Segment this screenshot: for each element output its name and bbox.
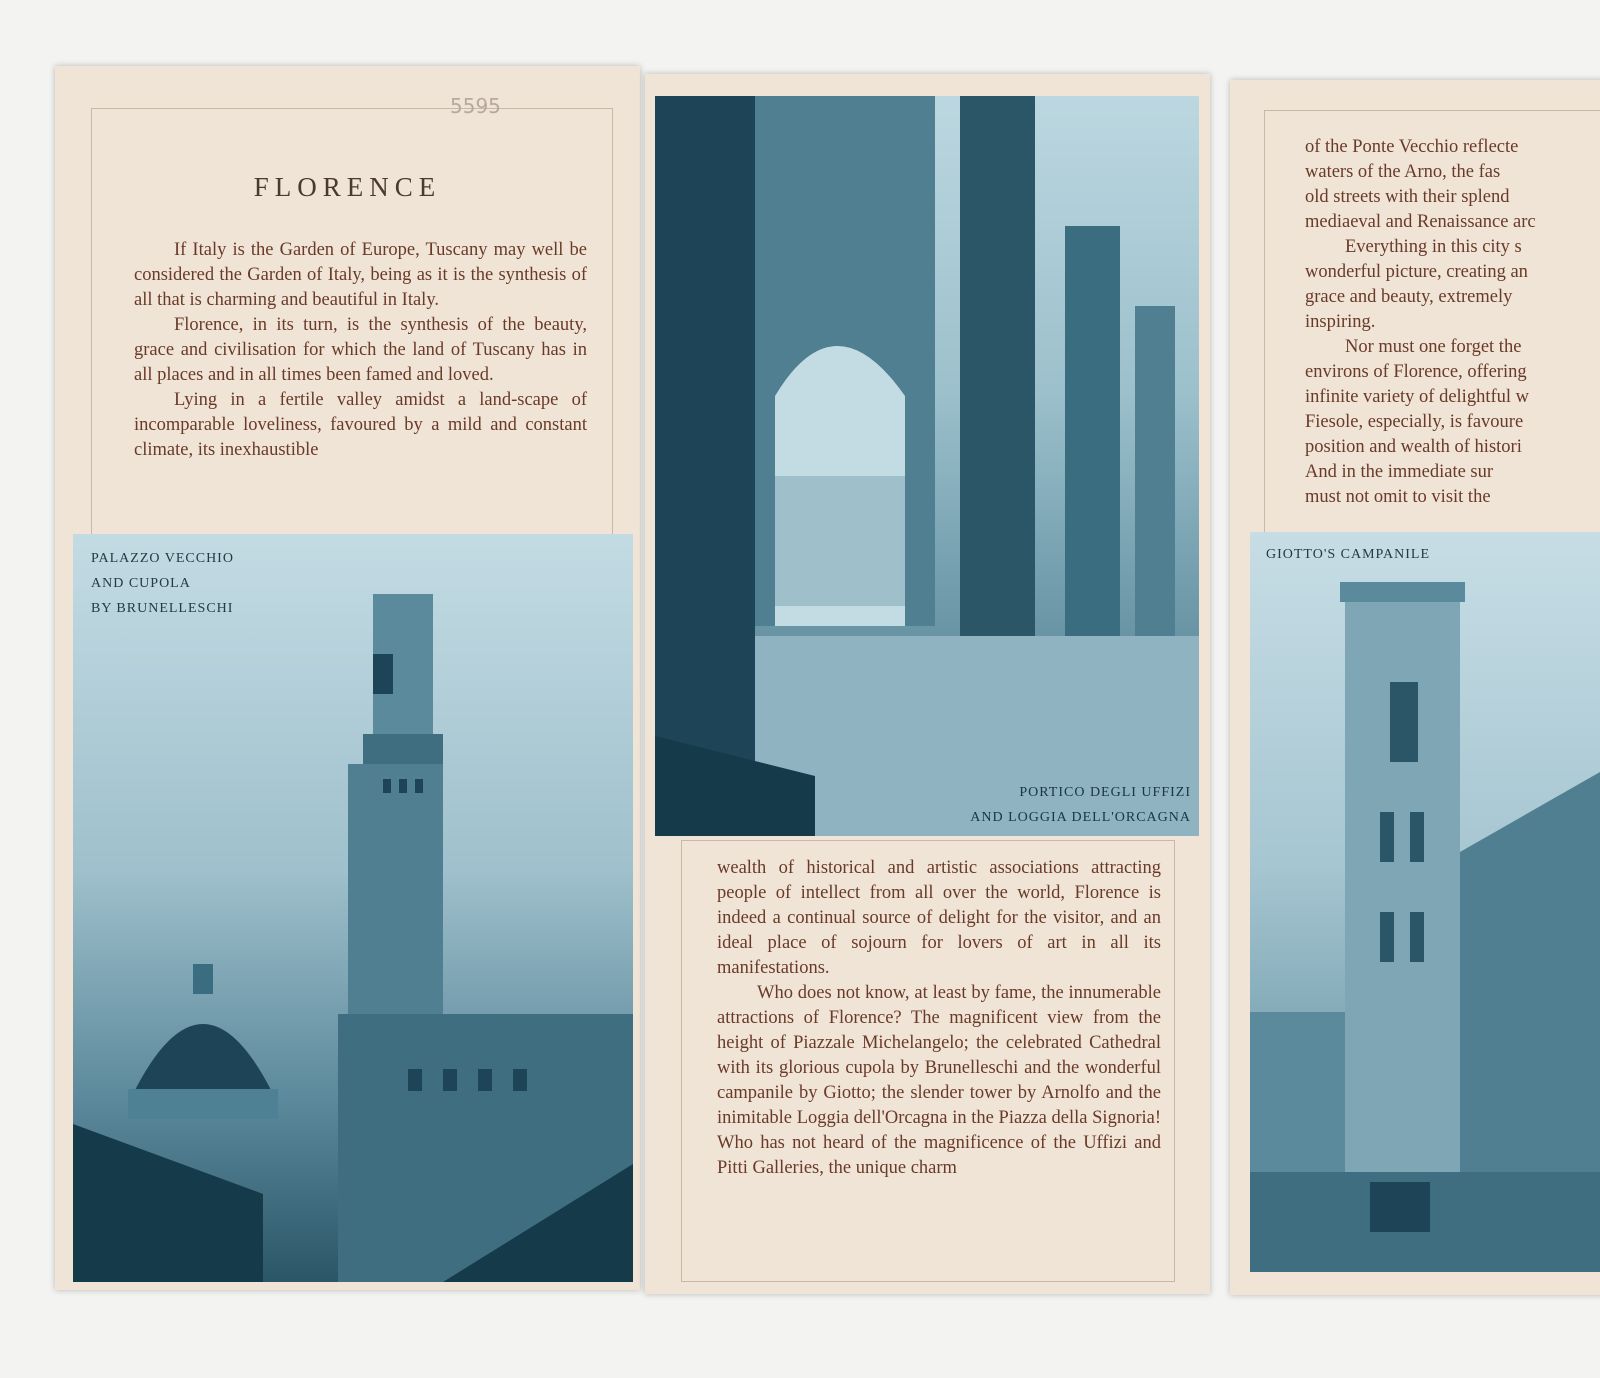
- paragraph: Who does not know, at least by fame, the innumerable attractions of Florence? The magnificent view from the height of Piazzale Michelangelo; the celebrated Cathedral with its glorious cupola by Brunelleschi and the wonderful campanile by Giotto; the slender tower by Arnolfo and the inimitable Loggia dell'Orcagna in the Piazza della Signoria! Who has not heard of the magnificence of the Uffizi and Pitti Galleries, the unique charm: [717, 983, 1161, 1178]
- text-line: grace and beauty, extremely: [1305, 287, 1513, 307]
- text-line: infinite variety of delightful w: [1305, 387, 1529, 407]
- palazzo-vecchio-illustration: [73, 534, 633, 1282]
- text-line: of the Ponte Vecchio reflecte: [1305, 137, 1519, 157]
- page-title: FLORENCE: [253, 172, 442, 202]
- middle-body-text: [717, 856, 1161, 1181]
- pencil-mark: 5595: [450, 94, 501, 118]
- text-line: position and wealth of histori: [1305, 437, 1522, 457]
- text-line: And in the immediate sur: [1305, 462, 1494, 482]
- text-line: inspiring.: [1305, 312, 1376, 332]
- giotto-campanile-photo: [1250, 532, 1600, 1272]
- text-line: Nor must one forget the: [1345, 337, 1522, 357]
- left-body-text: [134, 238, 587, 463]
- text-line: Fiesole, especially, is favoure: [1305, 412, 1524, 432]
- text-line: mediaeval and Renaissance arc: [1305, 212, 1536, 232]
- right-panel: [1230, 80, 1600, 1295]
- giotto-campanile-illustration: [1250, 532, 1600, 1272]
- text-line: environs of Florence, offering: [1305, 362, 1527, 382]
- uffizi-portico-illustration: [655, 96, 1199, 836]
- middle-panel: [645, 74, 1210, 1294]
- palazzo-vecchio-photo: [73, 534, 633, 1282]
- photo-caption: PALAZZO VECCHIO AND CUPOLA BY BRUNELLESCHI: [91, 551, 234, 616]
- text-line: waters of the Arno, the fas: [1305, 162, 1501, 182]
- right-body-text: [1305, 135, 1600, 510]
- text-line: Everything in this city s: [1345, 237, 1522, 257]
- uffizi-portico-photo: [655, 96, 1199, 836]
- paragraph: Lying in a fertile valley amidst a land-scape of incomparable loveliness, favoured by a mild and constant climate, its inexhaustible: [134, 390, 587, 460]
- left-panel: [55, 66, 640, 1290]
- paragraph: Florence, in its turn, is the synthesis of the beauty, grace and civilisation for which the land of Tuscany has in all places and in all times been famed and loved.: [134, 315, 587, 385]
- text-line: must not omit to visit the: [1305, 487, 1491, 507]
- paragraph: wealth of historical and artistic associations attracting people of intellect from all over the world, Florence is indeed a continual source of delight for the visitor, and an ideal place of sojourn for lovers of art in all its manifestations.: [717, 858, 1161, 978]
- text-line: old streets with their splend: [1305, 187, 1510, 207]
- photo-caption: GIOTTO'S CAMPANILE: [1266, 547, 1431, 562]
- paragraph: If Italy is the Garden of Europe, Tuscany may well be considered the Garden of Italy, being as it is the synthesis of all that is charming and beautiful in Italy.: [134, 240, 587, 310]
- photo-caption: PORTICO DEGLI UFFIZI AND LOGGIA DELL'ORCAGNA: [970, 785, 1191, 825]
- text-line: wonderful picture, creating an: [1305, 262, 1528, 282]
